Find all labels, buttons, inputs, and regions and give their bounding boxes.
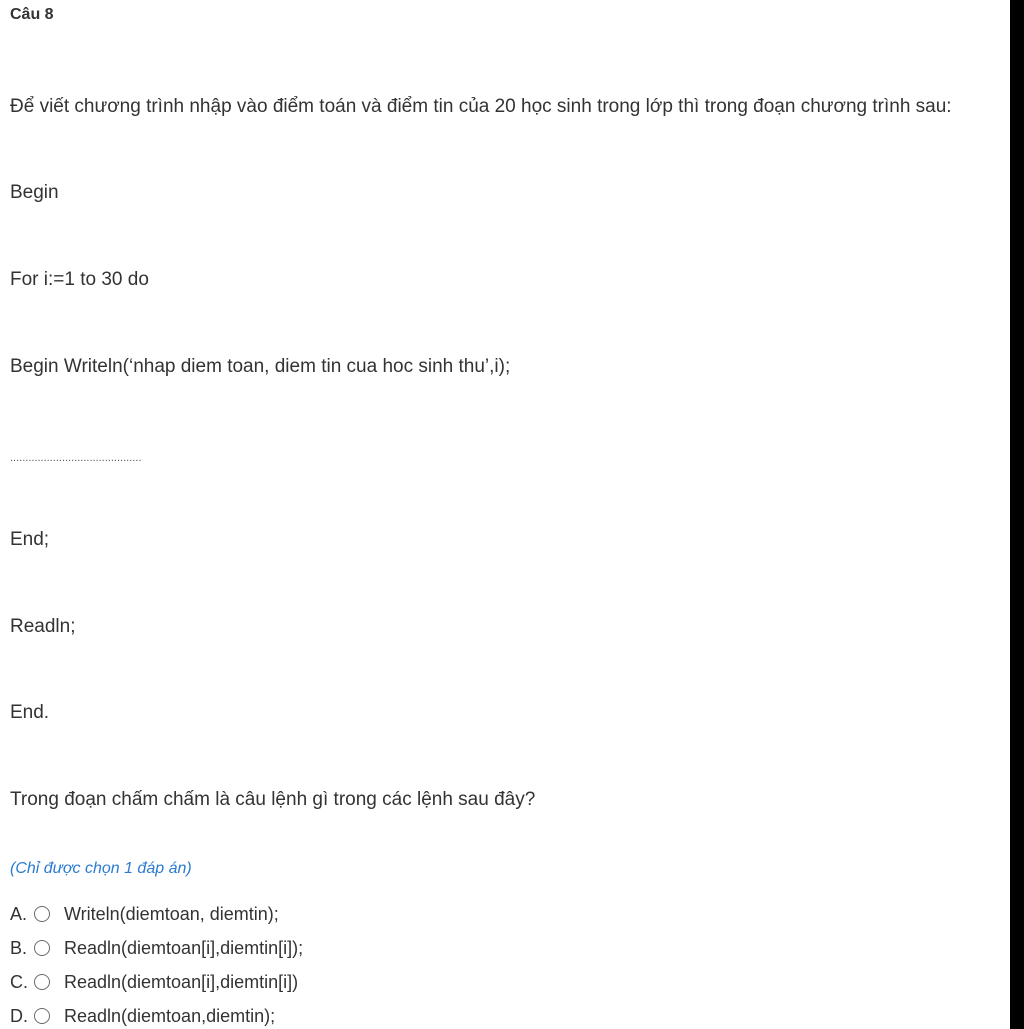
radio-icon[interactable] (34, 906, 50, 922)
radio-icon[interactable] (34, 1008, 50, 1024)
blank-placeholder: ........................................... (10, 452, 142, 464)
answer-hint: (Chỉ được chọn 1 đáp án) (10, 860, 192, 877)
radio-icon[interactable] (34, 974, 50, 990)
radio-icon[interactable] (34, 940, 50, 956)
option-b-letter: B. (10, 938, 28, 958)
option-d-text: Readln(diemtoan,diemtin); (64, 1006, 276, 1026)
code-line-writeln: Begin Writeln(‘nhap diem toan, diem tin cua hoc sinh thu’,i); (10, 356, 511, 377)
option-c-text: Readln(diemtoan[i],diemtin[i]) (64, 972, 299, 992)
question-prompt: Để viết chương trình nhập vào điểm toán và điểm tin của 20 học sinh trong lớp thì trong đoạn chương trình sau: (10, 96, 952, 117)
option-c[interactable] (10, 968, 298, 996)
question-title: Câu 8 (10, 6, 54, 23)
option-d-letter: D. (10, 1006, 28, 1026)
code-line-end: End; (10, 529, 50, 550)
question-ask: Trong đoạn chấm chấm là câu lệnh gì trong các lệnh sau đây? (10, 789, 536, 810)
code-line-for: For i:=1 to 30 do (10, 269, 149, 290)
option-a-text: Writeln(diemtoan, diemtin); (64, 904, 279, 924)
option-a-letter: A. (10, 904, 28, 924)
code-line-begin: Begin (10, 182, 59, 203)
option-b[interactable] (10, 934, 303, 962)
option-a[interactable] (10, 900, 279, 928)
code-line-end-final: End. (10, 702, 50, 723)
right-edge-border (1010, 0, 1024, 1029)
option-c-letter: C. (10, 972, 28, 992)
option-d[interactable] (10, 1002, 275, 1029)
code-line-readln: Readln; (10, 616, 76, 637)
option-b-text: Readln(diemtoan[i],diemtin[i]); (64, 938, 304, 958)
